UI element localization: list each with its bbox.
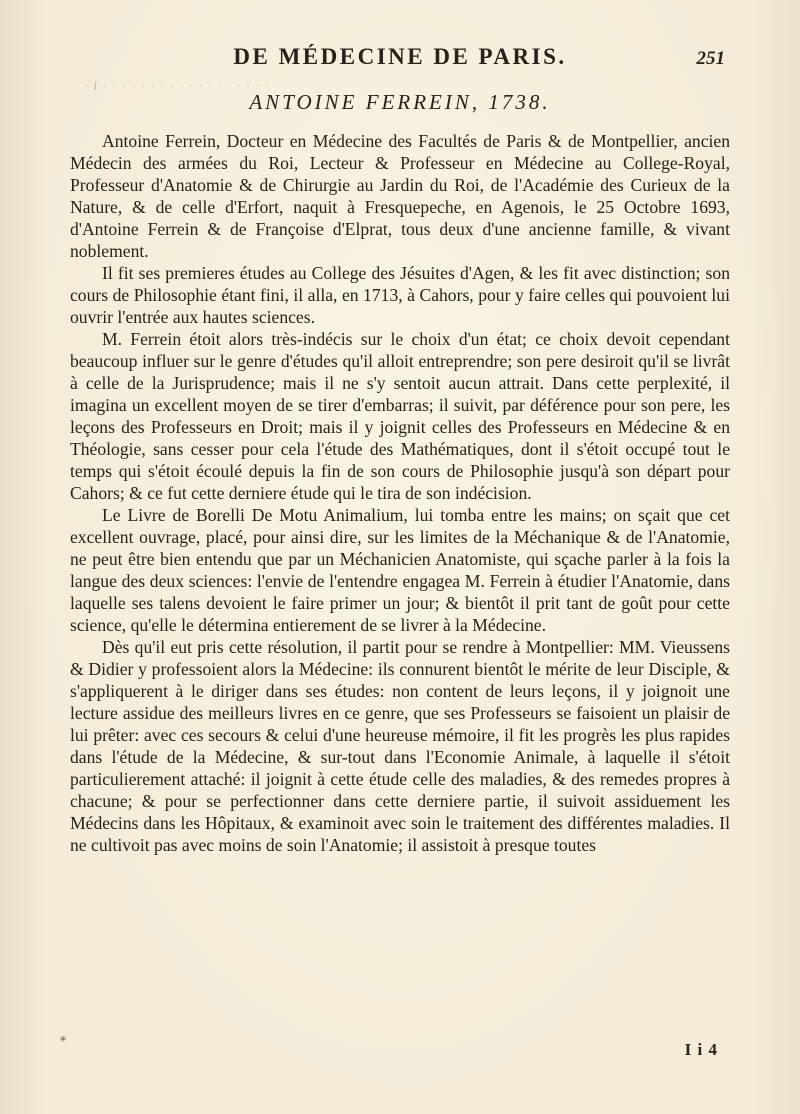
ink-mark: ⁎ [60,1030,66,1044]
paragraph: M. Ferrein étoit alors très-indécis sur le choix d'un état; ce choix devoit cependant beaucoup influer sur le genre d'études qu'il alloit entreprendre; son pere desiroit qu'il se livrât à celle de la Jurisprudence; mais il ne s'y sentoit aucun attrait. Dans cette perplexité, il imagina un excellent moyen de se tirer d'embarras; il suivit, par déférence pour son pere, les leçons des Professeurs en Droit; mais il y joignit celles des Professeurs en Médecine & en Théologie, sans cesser pour cela l'étude des Mathématiques, dont il s'étoit occupé tout le temps qui s'étoit écoulé depuis la fin de son cours de Philosophie jusqu'à son départ pour Cahors; & ce fut cette derniere étude qui le tira de son indécision. [70,329,730,503]
paragraph: Dès qu'il eut pris cette résolution, il partit pour se rendre à Montpellier: MM. Vieussens & Didier y professoient alors la Médecine: ils connurent bientôt le mérite de leur Disciple, & s'appliquerent à le diriger dans ses études: non content de leurs leçons, il y joignoit une lecture assidue des meilleurs livres en ce genre, que ses Professeurs se faisoient un plaisir de lui prêter: avec ces secours & celui d'une heureuse mémoire, il fit les progrès les plus rapides dans l'étude de la Médecine, & sur-tout dans l'Economie Animale, à laquelle il s'étoit particulierement attaché: il joignit à cette étude celle des maladies, & des remedes propres à chacune; & pour se perfectionner dans cette derniere partie, il suivoit assiduement les Médecins dans les Hôpitaux, & examinoit avec soin le traitement des différentes maladies. Il ne cultivoit pas avec moins de soin l'Anatomie; il assistoit à presque toutes [70,637,730,855]
running-title: DE MÉDECINE DE PARIS. [233,44,567,69]
paragraph: Antoine Ferrein, Docteur en Médecine des Facultés de Paris & de Montpellier, ancien Médecin des armées du Roi, Lecteur & Professeur en Médecine au College-Royal, Professeur d'Anatomie & de Chirurgie au Jardin du Roi, de l'Académie des Curieux de la Nature, & de celle d'Erfort, naquit à Fresquepeche, en Agenois, le 25 Octobre 1693, d'Antoine Ferrein & de Françoise d'Elprat, tous deux d'une ancienne famille, & vivant noblement. [70,131,730,261]
paragraph: Il fit ses premieres études au College des Jésuites d'Agen, & les fit avec distinction; son cours de Philosophie étant fini, il alla, en 1713, à Cahors, pour y faire celles qui pouvoient lui ouvrir l'entrée aux hautes sciences. [70,263,730,327]
page-number: 251 [696,48,725,69]
bleed-through-text: · ſ · · · · · · · · · · · · · · · · · · [84,78,271,92]
running-head [0,44,800,78]
paragraph: Le Livre de Borelli De Motu Animalium, lui tomba entre les mains; on sçait que cet excellent ouvrage, placé, pour ainsi dire, sur les limites de la Méchanique & de l'Anatomie, ne peut être bien entendu que par un Méchanicien Anatomiste, qui sçache parler à la fois la langue des deux sciences: l'envie de l'entendre engagea M. Ferrein à étudier l'Anatomie, dans laquelle ses talens devoient le faire primer un jour; & bientôt il prit tant de goût pour cette science, qu'elle le détermina entierement de se livrer à la Médecine. [70,505,730,635]
entry-heading: ANTOINE FERREIN, 1738. [249,90,551,114]
body-text [70,130,730,856]
signature-mark: I i 4 [684,1040,718,1059]
